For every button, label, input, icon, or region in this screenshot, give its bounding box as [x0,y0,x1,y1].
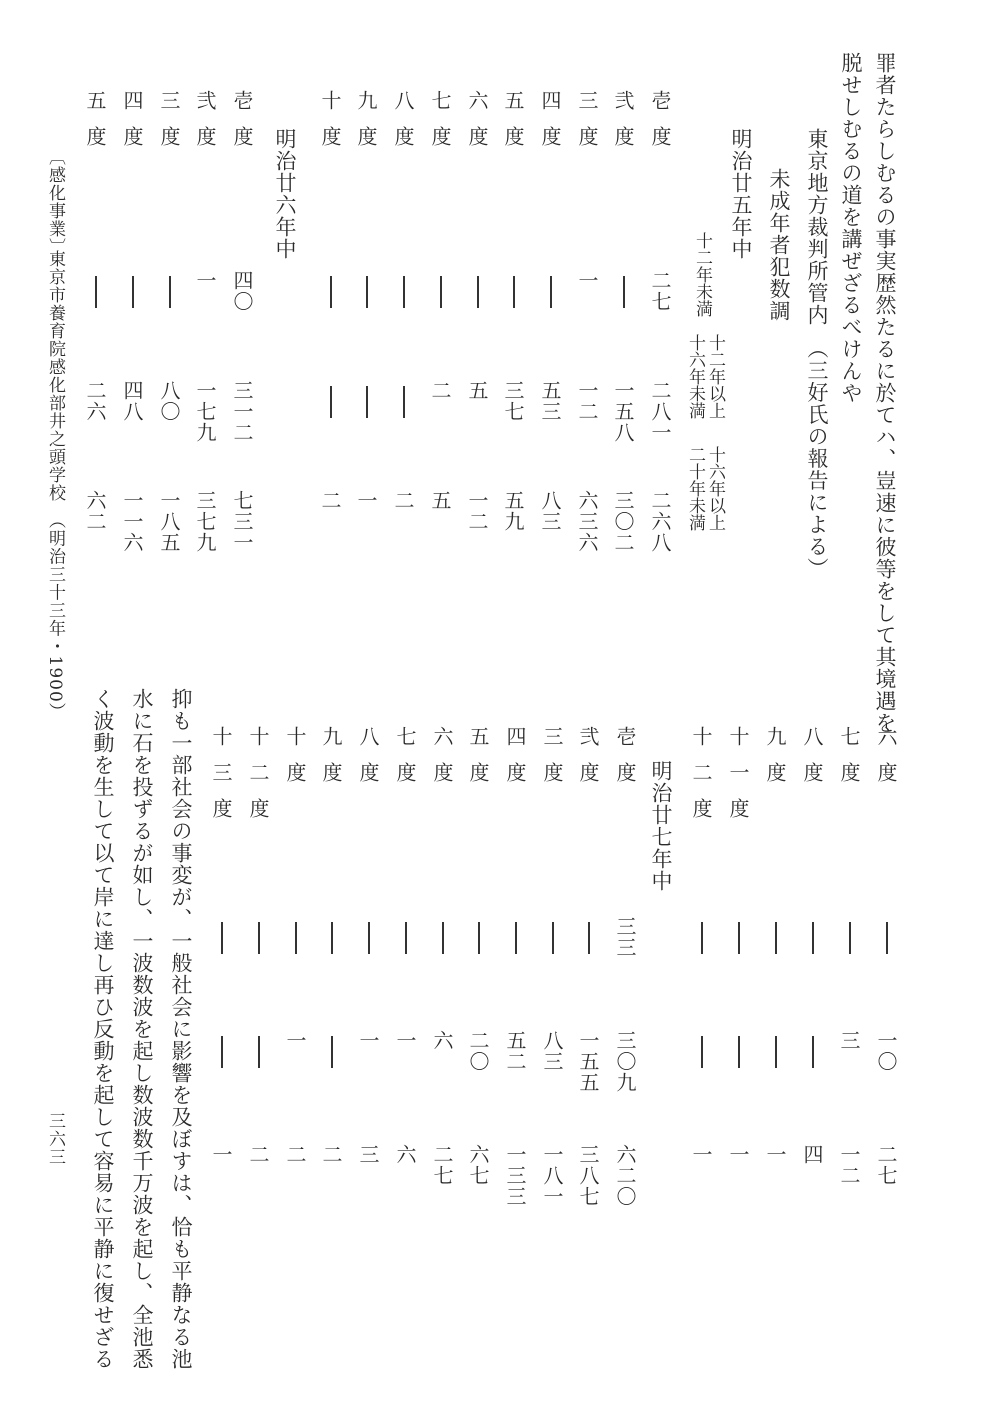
meiji26-row-c1-dash [169,276,171,308]
meiji26-row-c2: 一七九 [193,380,217,443]
meiji26-row-c1: 四〇 [230,270,254,312]
meiji26-row-label: 六度 [874,726,898,798]
meiji27-row-c1-dash [258,922,260,954]
meiji27-row-c2: 一 [283,1030,307,1051]
page-number: 三六三 [45,1112,65,1166]
meiji27-row-c3: 二七 [430,1144,454,1186]
meiji25-row-c3: 二 [318,490,342,511]
meiji27-row-c2-dash [258,1036,260,1068]
meiji27-row-label: 八度 [356,726,380,798]
meiji27-row-c1-dash [405,922,407,954]
meiji25-row-label: 四度 [538,90,562,162]
meiji25-row-c2: 二八一 [648,380,672,443]
meiji25-row-c2: 一五八 [611,380,635,443]
footer-section: 〔感化事業〕 [45,148,65,256]
meiji27-row-c3: 六 [393,1144,417,1165]
meiji26-row-c1-dash [95,276,97,308]
meiji27-row-c1-dash [368,922,370,954]
meiji27-row-label: 十度 [283,726,307,798]
meiji26-row-c3: 一 [726,1144,750,1165]
meiji26-row-label: 八度 [800,726,824,798]
closing-line-1: 抑も一部社会の事変が、一般社会に影響を及ぼすは、恰も平静なる池 [169,688,193,1370]
meiji27-row-c3: 二 [283,1144,307,1165]
meiji27-row-label: 十三度 [209,726,233,834]
meiji26-row-c1-dash [886,922,888,954]
meiji25-row-label: 九度 [354,90,378,162]
meiji27-row-c3: 三八七 [576,1144,600,1207]
meiji25-row-label: 壱度 [648,90,672,162]
meiji26-row-c1-dash [701,922,703,954]
meiji27-row-c1-dash [515,922,517,954]
meiji25-row-c3: 六三六 [575,490,599,553]
year-label-meiji26: 明治廿六年中 [273,128,297,260]
meiji26-row-c3: 一 [689,1144,713,1165]
footer-source: 東京市養育院感化部井之頭学校 （明治三十三年・1900） [45,250,65,721]
column-header-3a: 十六年以上 [705,446,725,531]
meiji26-row-label: 壱度 [230,90,254,162]
intro-line-2: 脱せしむるの道を講ぜざるべけんや [839,52,863,404]
meiji27-row-c3: 一八一 [540,1144,564,1207]
column-header-2a: 十二年以上 [705,334,725,419]
year-label-meiji27: 明治廿七年中 [649,760,673,892]
meiji27-row-c2: 五二 [503,1030,527,1072]
meiji25-row-label: 弐度 [611,90,635,162]
meiji25-row-c3: 五九 [501,490,525,532]
meiji25-row-label: 五度 [501,90,525,162]
meiji27-row-label: 五度 [466,726,490,798]
meiji27-row-c2: 八三 [540,1030,564,1072]
meiji27-row-label: 六度 [430,726,454,798]
meiji27-row-label: 壱度 [613,726,637,798]
meiji26-row-c2-dash [775,1036,777,1068]
closing-line-2: 水に石を投ずるが如し、一波数波を起し数波数千万波を起し、全池悉 [130,688,154,1370]
meiji27-row-c3: 一 [209,1144,233,1165]
meiji26-row-label: 十一度 [726,726,750,834]
meiji26-row-label: 四度 [120,90,144,162]
meiji25-row-c3: 二六八 [648,490,672,553]
meiji26-row-c3: 三七九 [193,490,217,553]
meiji25-row-c3: 一 [354,490,378,511]
meiji25-row-c2: 二 [428,380,452,401]
meiji26-row-c2-dash [812,1036,814,1068]
meiji25-row-label: 六度 [465,90,489,162]
meiji27-row-c3: 二 [246,1144,270,1165]
meiji26-row-c3: 二七 [874,1144,898,1186]
meiji27-row-c2: 一 [356,1030,380,1051]
meiji27-row-c1-dash [331,922,333,954]
meiji27-row-c2: 三〇九 [613,1030,637,1093]
meiji27-row-c2: 六 [430,1030,454,1051]
meiji25-row-c1-dash [513,276,515,308]
meiji27-row-label: 十二度 [246,726,270,834]
meiji26-row-c2-dash [701,1036,703,1068]
meiji27-row-c1-dash [295,922,297,954]
meiji27-row-c1-dash [221,922,223,954]
meiji27-row-c3: 一三三 [503,1144,527,1207]
meiji27-row-label: 九度 [319,726,343,798]
meiji25-row-c3: 一二 [465,490,489,532]
meiji27-row-c2-dash [221,1036,223,1068]
meiji26-row-c3: 一 [763,1144,787,1165]
meiji25-row-c1-dash [330,276,332,308]
meiji27-row-c2-dash [331,1036,333,1068]
closing-line-3: く波動を生して以て岸に達し再ひ反動を起して容易に平静に復せざる [91,688,115,1370]
meiji25-row-c2: 一二 [575,380,599,422]
meiji25-row-c1-dash [477,276,479,308]
meiji26-row-c1-dash [849,922,851,954]
meiji26-row-c2: 一〇 [874,1030,898,1072]
meiji25-row-c1-dash [623,276,625,308]
meiji25-row-c2: 五三 [538,380,562,422]
meiji27-row-c1: 三三 [613,916,637,958]
meiji25-row-c2-dash [403,386,405,418]
meiji27-row-label: 四度 [503,726,527,798]
meiji25-row-c1-dash [366,276,368,308]
meiji27-row-label: 三度 [540,726,564,798]
meiji27-row-c3: 二 [319,1144,343,1165]
meiji25-row-c2-dash [330,386,332,418]
meiji26-row-c3: 一二 [837,1144,861,1186]
meiji25-row-label: 七度 [428,90,452,162]
meiji26-row-c1-dash [738,922,740,954]
meiji26-row-c3: 一一六 [120,490,144,553]
source-line: 東京地方裁判所管内 （三好氏の報告による） [805,128,829,580]
meiji26-row-label: 七度 [837,726,861,798]
year-label-meiji25: 明治廿五年中 [729,128,753,260]
meiji26-row-label: 九度 [763,726,787,798]
meiji27-row-c3: 六七 [466,1144,490,1186]
meiji25-row-c3: 五 [428,490,452,511]
meiji26-row-label: 三度 [157,90,181,162]
meiji25-row-c2: 三七 [501,380,525,422]
meiji27-row-c1-dash [588,922,590,954]
meiji26-row-c2: 四八 [120,380,144,422]
column-header-1: 十二年未満 [692,232,712,317]
meiji26-row-c3: 四 [800,1144,824,1165]
meiji25-row-c1-dash [440,276,442,308]
intro-line-1: 罪者たらしむるの事実歴然たるに於てハ、豈速に彼等をして其境遇を [873,52,897,734]
meiji25-row-c1: 一 [575,270,599,291]
meiji27-row-c2: 一 [393,1030,417,1051]
meiji25-row-label: 十度 [318,90,342,162]
meiji26-row-c3: 六二 [83,490,107,532]
meiji26-row-label: 弐度 [193,90,217,162]
meiji27-row-c1-dash [478,922,480,954]
meiji27-row-label: 弐度 [576,726,600,798]
meiji26-row-c1: 一 [193,270,217,291]
meiji26-row-c1-dash [775,922,777,954]
meiji27-row-c2: 二〇 [466,1030,490,1072]
meiji26-row-label: 十二度 [689,726,713,834]
meiji26-row-c3: 一八五 [157,490,181,553]
column-header-3b: 二十年未満 [685,446,705,531]
meiji27-row-label: 七度 [393,726,417,798]
meiji25-row-c2-dash [366,386,368,418]
meiji26-row-c1-dash [812,922,814,954]
meiji25-row-c3: 三〇二 [611,490,635,553]
meiji27-row-c1-dash [442,922,444,954]
meiji25-row-c3: 二 [391,490,415,511]
meiji25-row-label: 八度 [391,90,415,162]
meiji26-row-label: 五度 [83,90,107,162]
meiji27-row-c3: 三 [356,1144,380,1165]
meiji26-row-c2: 八〇 [157,380,181,422]
meiji27-row-c3: 六二〇 [613,1144,637,1207]
meiji26-row-c2: 三 [837,1030,861,1051]
meiji25-row-c1-dash [550,276,552,308]
meiji26-row-c3: 七三一 [230,490,254,553]
meiji27-row-c2: 一五五 [576,1030,600,1093]
meiji26-row-c2: 二六 [83,380,107,422]
meiji27-row-c1-dash [552,922,554,954]
meiji25-row-label: 三度 [575,90,599,162]
meiji25-row-c2: 五 [465,380,489,401]
column-header-2b: 十六年未満 [685,334,705,419]
meiji25-row-c3: 八三 [538,490,562,532]
table-title: 未成年者犯数調 [767,168,791,322]
meiji25-row-c1: 二七 [648,270,672,312]
meiji26-row-c2: 三一二 [230,380,254,443]
meiji26-row-c1-dash [132,276,134,308]
meiji25-row-c1-dash [403,276,405,308]
meiji26-row-c2-dash [738,1036,740,1068]
